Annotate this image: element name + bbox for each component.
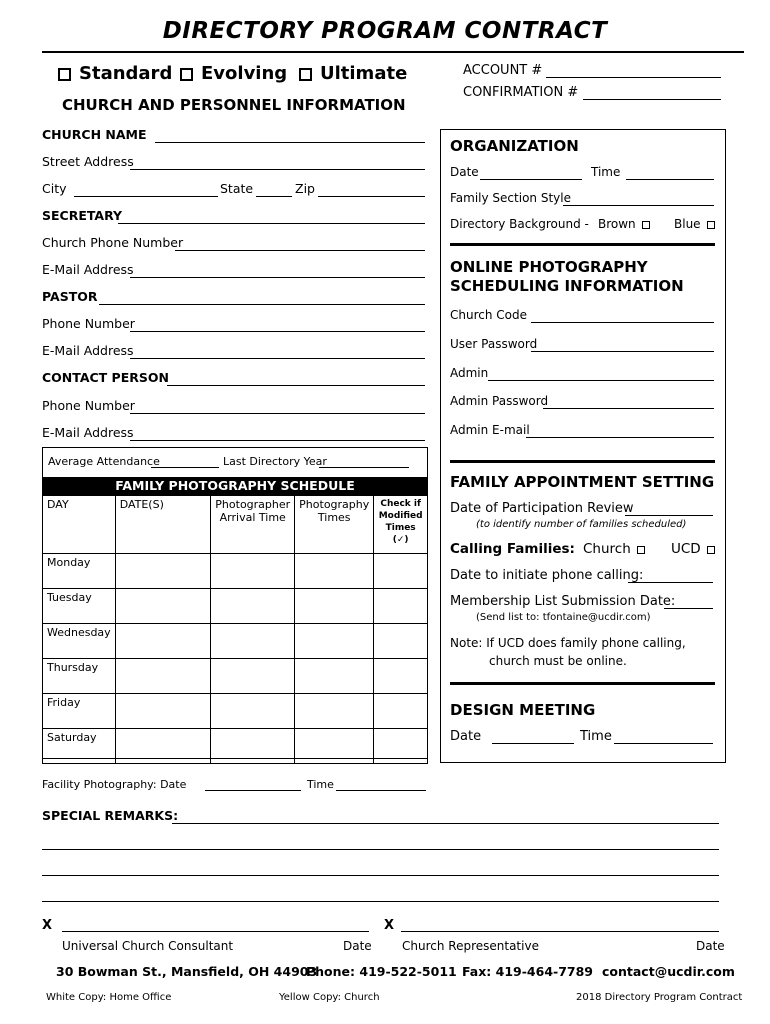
secretary-field[interactable]: [118, 223, 425, 224]
pastor-phone-field[interactable]: [130, 331, 425, 332]
contract-year-note: 2018 Directory Program Contract: [576, 992, 743, 1003]
average-attendance-label: Average Attendance: [48, 455, 160, 468]
org-date-field[interactable]: [480, 179, 582, 180]
state-label: State: [220, 181, 254, 196]
representative-sign-x: X: [384, 918, 395, 933]
brown-option[interactable]: Brown: [598, 218, 650, 230]
contact-person-label: CONTACT PERSON: [42, 370, 169, 385]
org-time-field[interactable]: [626, 179, 714, 180]
user-password-label: User Password: [450, 337, 538, 351]
online-title-line1: ONLINE PHOTOGRAPHY: [450, 258, 648, 276]
divider: [450, 243, 715, 246]
cell-input[interactable]: [211, 624, 295, 659]
representative-signature-field[interactable]: [401, 931, 719, 932]
send-list-note: (Send list to: tfontaine@ucdir.com): [476, 612, 651, 623]
date-participation-field[interactable]: [625, 515, 713, 516]
schedule-title: FAMILY PHOTOGRAPHY SCHEDULE: [43, 477, 427, 495]
account-field[interactable]: [546, 77, 721, 78]
org-time-label: Time: [591, 165, 621, 179]
church-calling-checkbox[interactable]: [637, 546, 645, 554]
footer-phone: Phone: 419-522-5011: [306, 964, 457, 979]
church-calling-option[interactable]: Church: [583, 543, 645, 557]
standard-checkbox[interactable]: [58, 68, 71, 81]
consultant-sign-x: X: [42, 918, 53, 933]
cell-input[interactable]: [295, 554, 374, 589]
city-field[interactable]: [74, 196, 218, 197]
cell-input[interactable]: [115, 589, 211, 624]
day-thursday: Thursday: [43, 659, 116, 694]
cell-input[interactable]: [115, 624, 211, 659]
city-label: City: [42, 181, 67, 196]
remarks-line[interactable]: [42, 875, 719, 876]
average-attendance-field[interactable]: [151, 467, 219, 468]
blue-checkbox[interactable]: [707, 221, 715, 229]
cell-input[interactable]: [211, 554, 295, 589]
admin-email-label: Admin E-mail: [450, 423, 530, 437]
church-code-field[interactable]: [531, 322, 714, 323]
col-check: Check if Modified Times (✓): [374, 496, 428, 554]
contact-email-label: E-Mail Address: [42, 425, 134, 440]
evolving-checkbox[interactable]: [180, 68, 193, 81]
cell-input[interactable]: [211, 694, 295, 729]
admin-label: Admin: [450, 366, 489, 380]
plan-ultimate[interactable]: Ultimate: [299, 65, 407, 83]
day-tuesday: Tuesday: [43, 589, 116, 624]
contact-email-field[interactable]: [130, 440, 425, 441]
special-remarks-label: SPECIAL REMARKS:: [42, 808, 179, 823]
family-appt-title: FAMILY APPOINTMENT SETTING: [450, 473, 715, 491]
cell-input[interactable]: [295, 729, 374, 764]
table-row: [43, 694, 428, 729]
footer-address: 30 Bowman St., Mansfield, OH 44903: [56, 964, 318, 979]
cell-input[interactable]: [115, 554, 211, 589]
cell-check[interactable]: [374, 729, 428, 764]
col-times: Photography Times: [295, 496, 374, 554]
design-date-label: Date: [450, 729, 482, 744]
ucd-calling-option[interactable]: UCD: [671, 543, 715, 557]
title-rule: [42, 51, 744, 53]
confirmation-label: CONFIRMATION #: [463, 85, 579, 100]
divider: [450, 682, 715, 685]
organization-title: ORGANIZATION: [450, 137, 579, 155]
page-title: DIRECTORY PROGRAM CONTRACT: [162, 18, 608, 44]
org-date-label: Date: [450, 165, 479, 179]
zip-field[interactable]: [318, 196, 425, 197]
footer-fax: Fax: 419-464-7789: [462, 964, 594, 979]
date-participation-label: Date of Participation Review: [450, 501, 634, 516]
yellow-copy-note: Yellow Copy: Church: [279, 992, 380, 1003]
consultant-signature-field[interactable]: [62, 931, 369, 932]
note-line1: Note: If UCD does family phone calling,: [450, 636, 686, 650]
blue-option[interactable]: Blue: [674, 218, 715, 230]
cell-input[interactable]: [211, 659, 295, 694]
table-row: [43, 624, 428, 659]
online-title-line2: SCHEDULING INFORMATION: [450, 277, 684, 295]
col-dates: DATE(S): [115, 496, 211, 554]
church-phone-label: Church Phone Number: [42, 235, 184, 250]
secretary-email-field[interactable]: [130, 277, 425, 278]
pastor-email-label: E-Mail Address: [42, 343, 134, 358]
facility-time-label: Time: [307, 778, 334, 791]
facility-date-field[interactable]: [205, 790, 301, 791]
contact-phone-field[interactable]: [130, 413, 425, 414]
divider: [450, 460, 715, 463]
street-label: Street Address: [42, 154, 134, 169]
day-monday: Monday: [43, 554, 116, 589]
table-row: [43, 729, 428, 764]
account-label: ACCOUNT #: [463, 63, 543, 78]
cell-input[interactable]: [295, 694, 374, 729]
date-initiate-field[interactable]: [628, 582, 713, 583]
design-time-label: Time: [580, 729, 612, 744]
table-row: [43, 554, 428, 589]
facility-time-field[interactable]: [336, 790, 426, 791]
schedule-table: [42, 495, 428, 764]
ucd-calling-checkbox[interactable]: [707, 546, 715, 554]
day-saturday: Saturday: [43, 729, 116, 764]
consultant-label: Universal Church Consultant: [62, 939, 234, 953]
identify-note: (to identify number of families scheduled): [476, 519, 687, 530]
family-section-style-field[interactable]: [563, 205, 714, 206]
cell-check[interactable]: [374, 694, 428, 729]
pastor-label: PASTOR: [42, 289, 98, 304]
membership-field[interactable]: [664, 608, 713, 609]
confirmation-field[interactable]: [583, 99, 721, 100]
pastor-phone-label: Phone Number: [42, 316, 135, 331]
state-field[interactable]: [256, 196, 292, 197]
footer-email[interactable]: contact@ucdir.com: [602, 964, 735, 979]
street-field[interactable]: [130, 169, 425, 170]
contact-phone-label: Phone Number: [42, 398, 135, 413]
col-day: DAY: [43, 496, 116, 554]
cell-check[interactable]: [374, 589, 428, 624]
representative-date-label: Date: [696, 939, 725, 953]
secretary-label: SECRETARY: [42, 208, 123, 223]
user-password-field[interactable]: [531, 351, 714, 352]
design-title: DESIGN MEETING: [450, 701, 596, 719]
church-name-field[interactable]: [155, 142, 425, 143]
last-directory-year-field[interactable]: [319, 467, 409, 468]
remarks-line[interactable]: [42, 849, 719, 850]
church-code-label: Church Code: [450, 308, 527, 322]
cell-input[interactable]: [115, 729, 211, 764]
last-directory-year-label: Last Directory Year: [223, 455, 327, 468]
church-name-label: CHURCH NAME: [42, 127, 147, 142]
contact-person-field[interactable]: [167, 385, 425, 386]
admin-field[interactable]: [488, 380, 714, 381]
date-initiate-label: Date to initiate phone calling:: [450, 568, 644, 583]
cell-check[interactable]: [374, 624, 428, 659]
church-phone-field[interactable]: [175, 250, 425, 251]
cell-input[interactable]: [295, 659, 374, 694]
table-row: [43, 659, 428, 694]
cell-input[interactable]: [115, 694, 211, 729]
brown-checkbox[interactable]: [642, 221, 650, 229]
day-friday: Friday: [43, 694, 116, 729]
calling-families-label: Calling Families:: [450, 541, 575, 557]
consultant-date-label: Date: [343, 939, 372, 953]
admin-password-label: Admin Password: [450, 394, 549, 408]
special-remarks-field[interactable]: [172, 823, 719, 824]
admin-password-field[interactable]: [543, 408, 714, 409]
church-section-title: CHURCH AND PERSONNEL INFORMATION: [62, 96, 406, 114]
remarks-line[interactable]: [42, 901, 719, 902]
ultimate-checkbox[interactable]: [299, 68, 312, 81]
note-line2: church must be online.: [489, 654, 627, 668]
representative-label: Church Representative: [402, 939, 539, 953]
design-date-field[interactable]: [492, 743, 574, 744]
plan-standard[interactable]: Standard: [58, 65, 172, 83]
cell-check[interactable]: [374, 659, 428, 694]
pastor-email-field[interactable]: [130, 358, 425, 359]
white-copy-note: White Copy: Home Office: [46, 992, 172, 1003]
table-row: [43, 589, 428, 624]
cell-input[interactable]: [295, 624, 374, 659]
day-wednesday: Wednesday: [43, 624, 116, 659]
plan-evolving[interactable]: Evolving: [180, 65, 287, 83]
zip-label: Zip: [295, 181, 315, 196]
secretary-email-label: E-Mail Address: [42, 262, 134, 277]
cell-input[interactable]: [295, 589, 374, 624]
col-arrival: Photographer Arrival Time: [211, 496, 295, 554]
cell-input[interactable]: [211, 729, 295, 764]
pastor-field[interactable]: [99, 304, 425, 305]
membership-label: Membership List Submission Date:: [450, 594, 676, 609]
admin-email-field[interactable]: [526, 437, 714, 438]
facility-date-label: Facility Photography: Date: [42, 778, 187, 791]
design-time-field[interactable]: [614, 743, 713, 744]
directory-background-label: Directory Background -: [450, 217, 589, 231]
cell-input[interactable]: [211, 589, 295, 624]
family-section-style-label: Family Section Style: [450, 191, 571, 205]
cell-check[interactable]: [374, 554, 428, 589]
cell-input[interactable]: [115, 659, 211, 694]
